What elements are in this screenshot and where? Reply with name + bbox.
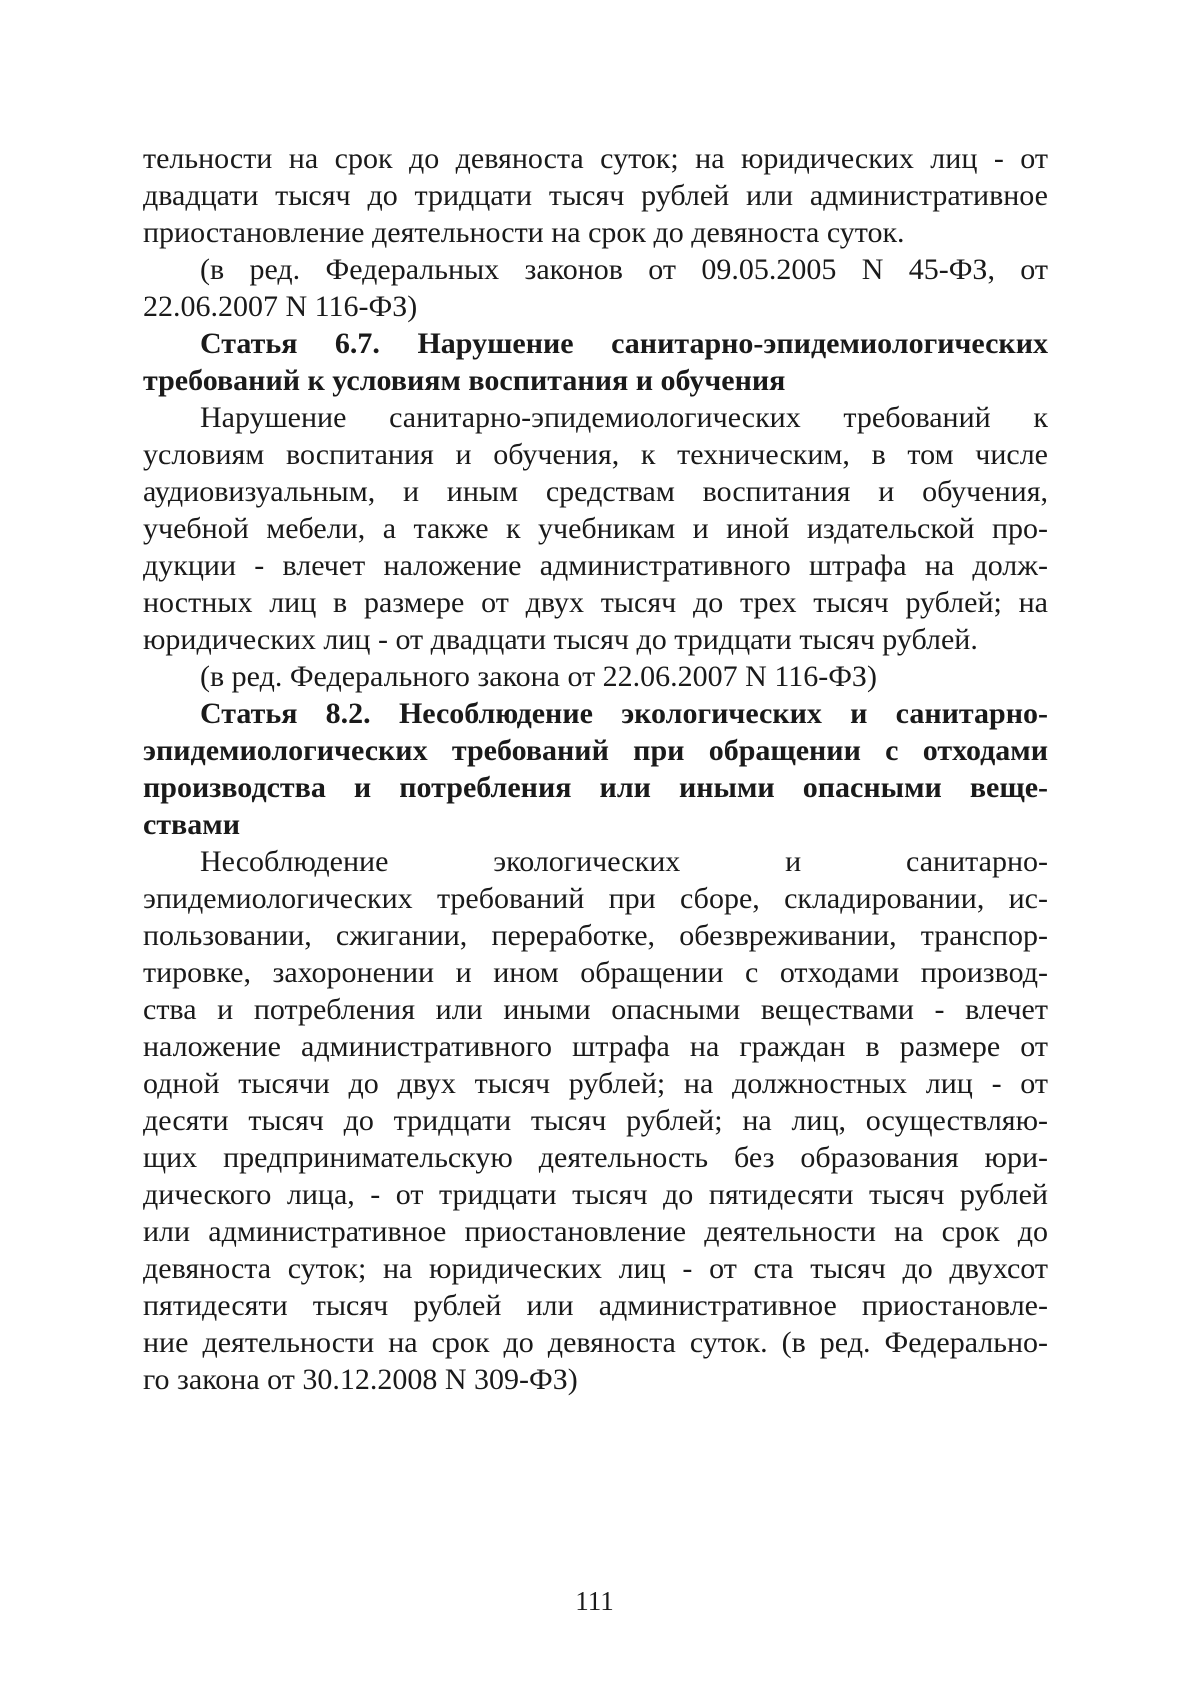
text-line: тельности на срок до девяноста суток; на юридических лиц - от (143, 142, 1048, 175)
text-line: ства и потребления или иными опасными веществами - влечет (143, 993, 1048, 1026)
article-heading: производства и потребления или иными опасными веще- (143, 771, 1048, 804)
text-line: юридических лиц - от двадцати тысяч до тридцати тысяч рублей. (143, 623, 978, 656)
text-line: дического лица, - от тридцати тысяч до пятидесяти тысяч рублей (143, 1178, 1048, 1211)
text-line: ностных лиц в размере от двух тысяч до трех тысяч рублей; на (143, 586, 1048, 619)
text-line: го закона от 30.12.2008 N 309-ФЗ) (143, 1363, 578, 1396)
text-line: ние деятельности на срок до девяноста суток. (в ред. Федерально- (143, 1326, 1048, 1359)
text-line: условиям воспитания и обучения, к техническим, в том числе (143, 438, 1048, 471)
article-heading: эпидемиологических требований при обращении с отходами (143, 734, 1048, 767)
text-line: Нарушение санитарно-эпидемиологических требований к (200, 401, 1048, 434)
text-line: пользовании, сжигании, переработке, обезвреживании, транспор- (143, 919, 1048, 952)
text-line: дукции - влечет наложение административного штрафа на долж- (143, 549, 1048, 582)
text-line: одной тысячи до двух тысяч рублей; на должностных лиц - от (143, 1067, 1048, 1100)
text-line: Несоблюдение экологических и санитарно- (200, 845, 1048, 878)
amendment-note: (в ред. Федерального закона от 22.06.2007 N 116-ФЗ) (200, 660, 877, 693)
amendment-note: (в ред. Федеральных законов от 09.05.2005 N 45-ФЗ, от (200, 253, 1048, 286)
article-heading: ствами (143, 808, 240, 841)
text-line: двадцати тысяч до тридцати тысяч рублей или административное (143, 179, 1048, 212)
document-body (143, 140, 1048, 1398)
amendment-note: 22.06.2007 N 116-ФЗ) (143, 290, 418, 323)
text-line: эпидемиологических требований при сборе, складировании, ис- (143, 882, 1048, 915)
text-line: аудиовизуальным, и иным средствам воспитания и обучения, (143, 475, 1048, 508)
article-heading: Статья 8.2. Несоблюдение экологических и санитарно- (200, 697, 1048, 730)
article-heading: Статья 6.7. Нарушение санитарно-эпидемиологических (200, 327, 1048, 360)
text-line: десяти тысяч до тридцати тысяч рублей; на лиц, осуществляю- (143, 1104, 1048, 1137)
article-heading: требований к условиям воспитания и обучения (143, 364, 786, 397)
text-line: учебной мебели, а также к учебникам и иной издательской про- (143, 512, 1048, 545)
text-line: приостановление деятельности на срок до девяноста суток. (143, 216, 905, 249)
text-line: или административное приостановление деятельности на срок до (143, 1215, 1048, 1248)
text-line: щих предпринимательскую деятельность без образования юри- (143, 1141, 1048, 1174)
text-line: наложение административного штрафа на граждан в размере от (143, 1030, 1048, 1063)
page-number: 111 (575, 1586, 614, 1616)
text-line: пятидесяти тысяч рублей или административное приостановле- (143, 1289, 1048, 1322)
text-line: девяноста суток; на юридических лиц - от ста тысяч до двухсот (143, 1252, 1048, 1285)
text-line: тировке, захоронении и ином обращении с отходами производ- (143, 956, 1048, 989)
